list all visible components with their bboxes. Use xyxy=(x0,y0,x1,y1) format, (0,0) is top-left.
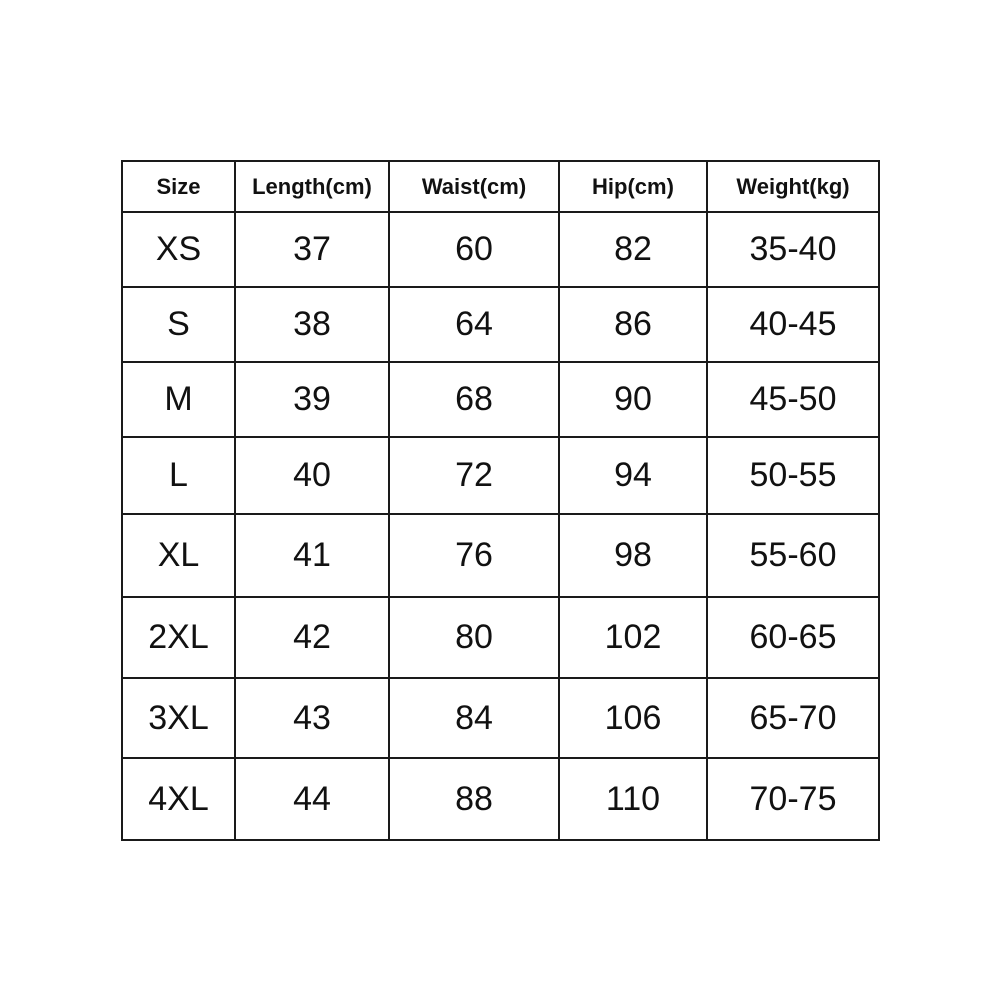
table-row xyxy=(122,678,879,758)
cell-length: 39 xyxy=(235,362,389,437)
cell-hip: 102 xyxy=(559,597,707,678)
cell-weight: 65-70 xyxy=(707,678,879,758)
header-hip: Hip(cm) xyxy=(559,161,707,212)
header-row xyxy=(122,161,879,212)
cell-waist: 80 xyxy=(389,597,559,678)
cell-length: 38 xyxy=(235,287,389,362)
size-chart-table xyxy=(121,160,880,841)
cell-size: XL xyxy=(122,514,235,597)
table-row xyxy=(122,514,879,597)
table-row xyxy=(122,758,879,840)
header-weight: Weight(kg) xyxy=(707,161,879,212)
cell-waist: 60 xyxy=(389,212,559,287)
cell-weight: 35-40 xyxy=(707,212,879,287)
cell-length: 40 xyxy=(235,437,389,514)
cell-weight: 45-50 xyxy=(707,362,879,437)
table-row xyxy=(122,212,879,287)
table-row xyxy=(122,437,879,514)
cell-weight: 55-60 xyxy=(707,514,879,597)
header-waist: Waist(cm) xyxy=(389,161,559,212)
cell-weight: 60-65 xyxy=(707,597,879,678)
cell-weight: 70-75 xyxy=(707,758,879,840)
cell-length: 43 xyxy=(235,678,389,758)
table-row xyxy=(122,287,879,362)
cell-waist: 72 xyxy=(389,437,559,514)
cell-waist: 68 xyxy=(389,362,559,437)
cell-waist: 84 xyxy=(389,678,559,758)
cell-size: XS xyxy=(122,212,235,287)
header-size: Size xyxy=(122,161,235,212)
cell-weight: 50-55 xyxy=(707,437,879,514)
header-length: Length(cm) xyxy=(235,161,389,212)
cell-size: S xyxy=(122,287,235,362)
cell-hip: 86 xyxy=(559,287,707,362)
cell-waist: 64 xyxy=(389,287,559,362)
cell-size: M xyxy=(122,362,235,437)
cell-size: 4XL xyxy=(122,758,235,840)
cell-hip: 94 xyxy=(559,437,707,514)
cell-hip: 82 xyxy=(559,212,707,287)
cell-waist: 76 xyxy=(389,514,559,597)
cell-size: 3XL xyxy=(122,678,235,758)
cell-hip: 90 xyxy=(559,362,707,437)
table-row xyxy=(122,597,879,678)
cell-size: 2XL xyxy=(122,597,235,678)
cell-size: L xyxy=(122,437,235,514)
cell-waist: 88 xyxy=(389,758,559,840)
cell-weight: 40-45 xyxy=(707,287,879,362)
cell-length: 44 xyxy=(235,758,389,840)
cell-hip: 98 xyxy=(559,514,707,597)
cell-length: 41 xyxy=(235,514,389,597)
cell-length: 42 xyxy=(235,597,389,678)
cell-hip: 106 xyxy=(559,678,707,758)
cell-hip: 110 xyxy=(559,758,707,840)
cell-length: 37 xyxy=(235,212,389,287)
table-row xyxy=(122,362,879,437)
